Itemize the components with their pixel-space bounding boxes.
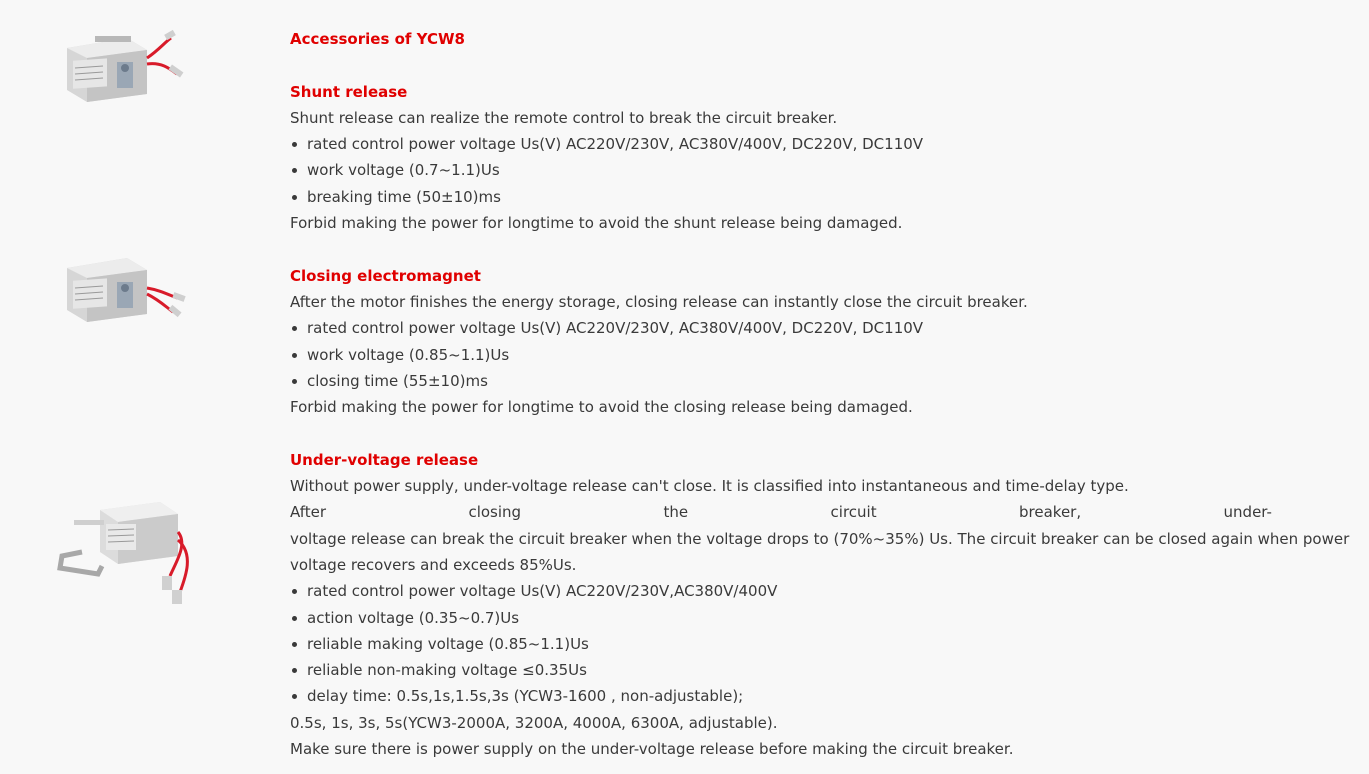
product-images <box>0 0 260 774</box>
spec-bullet: closing time (55±10)ms <box>290 368 1352 394</box>
justified-word: circuit <box>830 503 877 522</box>
spec-bullet: work voltage (0.7~1.1)Us <box>290 157 1352 183</box>
spec-bullet: action voltage (0.35~0.7)Us <box>290 605 1352 631</box>
spec-bullet: rated control power voltage Us(V) AC220V/230V, AC380V/400V, DC220V, DC110V <box>290 315 1352 341</box>
delay-time-continuation: 0.5s, 1s, 3s, 5s(YCW3-2000A, 3200A, 4000A, 6300A, adjustable). <box>290 713 778 732</box>
section-heading-under-voltage-release: Under-voltage release <box>290 450 479 469</box>
closing-electromagnet-product-image <box>55 248 195 326</box>
justified-word: After <box>290 503 327 522</box>
shunt-release-product-image <box>55 28 195 106</box>
section-heading-shunt-release: Shunt release <box>290 82 408 101</box>
justified-word: closing <box>468 503 522 522</box>
section-paragraph: voltage release can break the circuit breaker when the voltage drops to (70%~35%) Us. The circuit breaker can be closed again when power voltage recovers and exceeds 85%Us. <box>290 529 1350 574</box>
section-note: Make sure there is power supply on the under-voltage release before making the circuit breaker. <box>290 740 1014 759</box>
section-intro: After the motor finishes the energy storage, closing release can instantly close the circuit breaker. <box>290 292 1028 311</box>
spec-bullet: work voltage (0.85~1.1)Us <box>290 342 1352 368</box>
justified-word: the <box>663 503 689 522</box>
section-note: Forbid making the power for longtime to avoid the shunt release being damaged. <box>290 214 903 233</box>
spec-bullet: rated control power voltage Us(V) AC220V/230V,AC380V/400V <box>290 578 1352 604</box>
section-intro: Shunt release can realize the remote control to break the circuit breaker. <box>290 108 838 127</box>
section-intro: Without power supply, under-voltage release can't close. It is classified into instantaneous and time-delay type. <box>290 477 1129 496</box>
spec-bullet: delay time: 0.5s,1s,1.5s,3s (YCW3-1600 , non-adjustable); <box>290 683 1352 709</box>
justified-line <box>290 499 1352 525</box>
justified-word: under- <box>1223 503 1272 522</box>
justified-word: breaker, <box>1019 503 1082 522</box>
section-note: Forbid making the power for longtime to avoid the closing release being damaged. <box>290 398 913 417</box>
spec-bullet: breaking time (50±10)ms <box>290 184 1352 210</box>
spec-bullet: reliable non-making voltage ≤0.35Us <box>290 657 1352 683</box>
page-title: Accessories of YCW8 <box>290 30 465 48</box>
section-heading-closing-electromagnet: Closing electromagnet <box>290 266 481 285</box>
spec-bullet: rated control power voltage Us(V) AC220V/230V, AC380V/400V, DC220V, DC110V <box>290 131 1352 157</box>
spec-bullet: reliable making voltage (0.85~1.1)Us <box>290 631 1352 657</box>
accessories-content <box>290 26 1352 762</box>
under-voltage-release-product-image <box>52 496 202 611</box>
